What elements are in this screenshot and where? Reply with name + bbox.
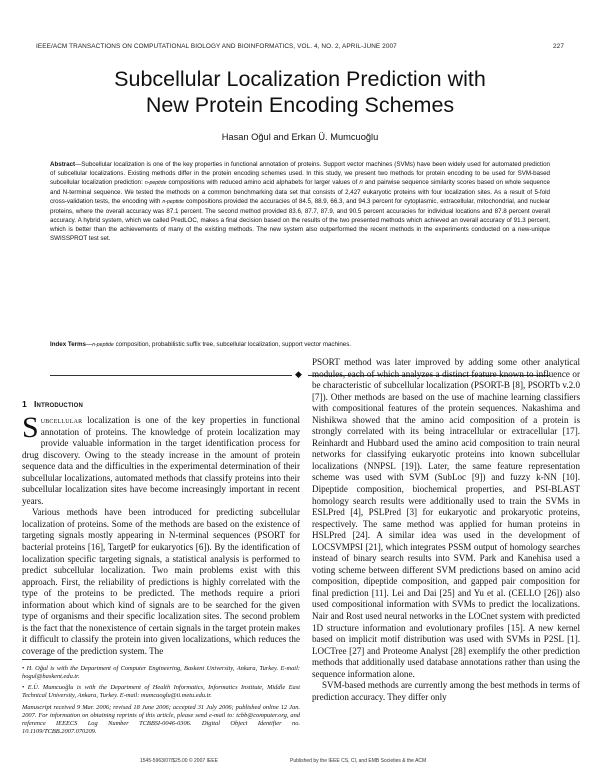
title-line-2: New Protein Encoding Schemes [145, 93, 455, 117]
copyright: 1545-5963/07/$25.00 © 2007 IEEE [140, 758, 218, 764]
abstract-text-4: compositions provided the accuracies of 84.5, 88.9, 66.3, and 94.3 percent for cytoplasmic, extracellular, mitochondrial, and nuclear proteins, where the overall accuracy was 87.1 percent. The second method provided 83.6, 87.7, 87.9, and 90.5 percent accuracies for individual locations and 87.8 percent overall accuracy. A hybrid system, which we called PredLOC, makes a final decision based on the results of the two presented methods which achieved an overall accuracy of 91.3 percent, which is better than the achievements of many of the existing methods. The new system also outperformed the recent methods in the experiments conducted on a new-unique SWISSPROT test set. [50, 198, 550, 243]
authors: Hasan Oğul and Erkan Ü. Mumcuoğlu [221, 132, 379, 142]
abstract-text-1: —Subcellular localization is one of the key properties in functional annotation of proteins. Support vector machines (SVMs) have been widely used for automated prediction of subcellular localizations. Existing methods differ in the protein encoding schemes used. In this study, we present two methods for protein encoding to be used for SVM-based subcellular localization prediction: [50, 161, 550, 187]
paragraph: Various methods have been introduced for predicting subcellular localization of proteins. Some of the methods are based on the existence of targeting signals mostly appearing in N-terminal sequences (PSORT for bacterial proteins [16], TargetP for eukaryotics [6]). By the identification of localization specific targeting signals, a statistical analysis is performed to predict subcellular localization. Two main problems exist with this approach. First, the reliability of predictions is highly correlated with the type of the proteins to be predicted. The methods require a priori information about which kind of signals are to be searched for the given type of organisms and their specific localization sites. The second problem is the fact that the nonexistence of certain signals in the target protein makes it difficult to classify the protein into given localizations, which reduces the coverage of the prediction system. The [22, 507, 300, 656]
npeptide-term: n-peptide [92, 342, 114, 348]
smallcaps-word: ubcellular [40, 415, 83, 425]
index-terms-text: composition, probabilistic suffix tree, subcellular localization, support vector machines. [115, 341, 352, 348]
body-column-left [22, 411, 301, 657]
paper-title [40, 66, 560, 118]
abstract-text-2: compositions with reduced amino acid alphabets for larger values of [168, 179, 358, 187]
index-terms-label: Index Terms [50, 341, 86, 348]
page-number: 227 [553, 43, 564, 50]
section-number: 1 [22, 399, 27, 409]
paragraph: SVM-based methods are currently among the best methods in terms of prediction accuracy. They differ only [312, 680, 580, 702]
divider-line-left [50, 375, 292, 376]
paragraph-text: localization is one of the key properties in functional annotation of proteins. The knowledge of protein localization may provide valuable information in the target identification process for drug discovery. Owing to the steady increase in the amount of protein sequence data and the difficulties in the experimental determination of their subcellular localizations, automated methods that classify proteins into their subcellular localization sites have become increasingly important in recent years. [22, 415, 301, 506]
abstract-label: Abstract [50, 161, 76, 168]
paragraph [22, 411, 301, 507]
npeptide-term: n-peptide [144, 180, 167, 187]
footnote-author-1: • H. Oğul is with the Department of Computer Engineering, Baskent University, Ankara, Turkey. E-mail: hogul@baskent.edu.tr. [22, 665, 300, 680]
n-symbol: n [359, 179, 363, 187]
publisher: Published by the IEEE CS, CI, and EMB Societies & the ACM [290, 758, 427, 764]
abstract-text-3: and pairwise sequence similarity scores based on whole sequence and N-terminal sequence. We tested the methods on a common benchmarking data set that consists of 2,427 eukaryotic proteins with four localization sites. As a result of 5-fold cross-validation tests, the encoding with [50, 179, 550, 206]
page-footer [140, 758, 600, 764]
footnote-rule [22, 659, 72, 660]
journal-name: IEEE/ACM TRANSACTIONS ON COMPUTATIONAL BIOLOGY AND BIOINFORMATICS, VOL. 4, NO. 2, APRIL-JUNE 2007 [36, 43, 397, 50]
npeptide-term: n-peptide [162, 199, 184, 206]
title-line-1: Subcellular Localization Prediction with [114, 67, 486, 91]
body-column-right [312, 357, 580, 703]
abstract [50, 160, 550, 243]
footnote-author-2: • E.Ü. Mumcuoğlu is with the Department of Health Informatics, Informatics Institute, Middle East Technical University, Ankara, Turkey. E-mail: mumcuoglu@ii.metu.edu.tr. [22, 684, 300, 699]
running-header [36, 43, 564, 50]
footnote-manuscript: Manuscript received 9 Mar. 2006; revised 18 June 2006; accepted 31 July 2006; published online 12 Jan. 2007. For information on obtaining reprints of this article, please send e-mail to: tcbb@computer.org, and reference IEEECS Log Number TCBBSI-0046-0306. Digital Object Identifier no. 10.1109/TCBB.2007.070209. [22, 704, 300, 735]
index-terms: Index Terms—n-peptide composition, probabilistic suffix tree, subcellular localization, support vector machines. [50, 341, 352, 348]
section-title: Introduction [33, 399, 84, 409]
paragraph: PSORT method was later improved by adding some other analytical modules, each of which analyzes a distinct feature known to influence or be characteristic of subcellular localization (PSORT-B [8], PSORTb v.2.0 [7]). Other methods are based on the use of machine learning classifiers with compositional features of the protein sequences. Nakashima and Nishikwa showed that the amino acid composition of a protein is strongly correlated with its being intracellular or extracellular [17]. Reinhardt and Hubbard used the amino acid composition to train neural networks for classifying eukaryotic proteins into known subcellular localizations (NNPSL [19]). Later, the same feature representation scheme was used with SVM (SubLoc [9]) and fuzzy k-NN [10]. Dipeptide composition, biochemical properties, and PSI-BLAST homology search results were additionally used to train the SVMs in ESLPred [4], PSLPred [3] for eukaryotic and prokaryotic proteins, respectively. The same method was applied for human proteins in HSLPred [24]. A similar idea was used in the development of LOCSVMPSI [21], which integrates PSSM output of homology searches instead of binary search results into SVM. Park and Kanehisa used a voting scheme between different SVM predictions based on amino acid composition, dipeptide composition, and gapped pair composition for final prediction [11]. Lei and Dai [25] and Yu et al. (CELLO [26]) also used compositional information with SVMs to predict the localizations. Nair and Rost used neural networks in the LOCnet system with predicted 1D structure information and evolutionary profiles [15]. A new kernel based on implicit motif distribution was used with SVMs in P2SL [1]. LOCTree [27] and Proteome Analyst [28] exemplify the other prediction methods that additionally used database annotations rather than using the sequence information alone. [312, 357, 580, 679]
diamond-icon: ◆ [295, 370, 302, 380]
section-heading [22, 399, 282, 409]
drop-cap: S [22, 411, 39, 444]
